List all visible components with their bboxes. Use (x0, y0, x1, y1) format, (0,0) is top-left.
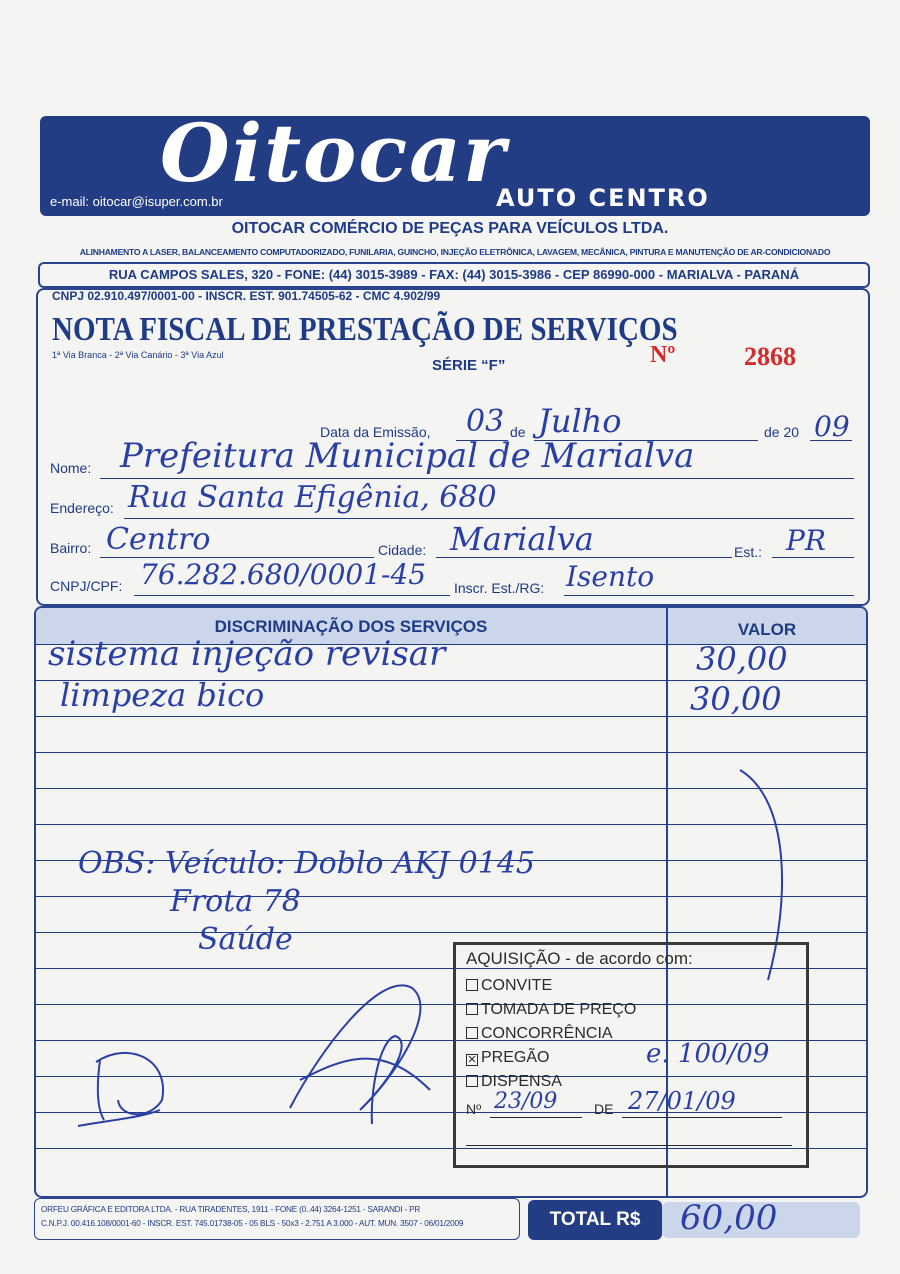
stamp-option-tomada (466, 1001, 636, 1019)
state-registration-value: Isento (566, 560, 655, 593)
total-label: TOTAL R$ (528, 1200, 662, 1240)
stamp-option-label: CONCORRÊNCIA (481, 1025, 613, 1042)
name-label: Nome: (50, 460, 92, 476)
state-registration-label: Inscr. Est./RG: (454, 580, 545, 596)
stamp-title: AQUISIÇÃO - de acordo com: (466, 949, 693, 968)
document-title: NOTA FISCAL DE PRESTAÇÃO DE SERVIÇOS (52, 311, 678, 348)
service-row-2-desc: limpeza bico (60, 676, 265, 714)
invoice-number: 2868 (744, 342, 796, 371)
pregao-note: e. 100/09 (646, 1039, 770, 1069)
stamp-date-value: 27/01/09 (628, 1087, 736, 1115)
copy-colors: 1ª Via Branca - 2ª Via Canário - 3ª Via Azul (52, 350, 224, 360)
name-value: Prefeitura Municipal de Marialva (120, 436, 695, 476)
oitocar-logo: Oitocar (160, 106, 508, 200)
date-day-value: 03 (466, 404, 505, 439)
stamp-option-label: DISPENSA (481, 1073, 562, 1090)
company-services: ALINHAMENTO A LASER, BALANCEAMENTO COMPUTADORIZADO, FUNILARIA, GUINCHO, INJEÇÃO ELETRÔNICA, LAVAGEM, MECÂNICA, PINTURA E MANUTENÇÃO DE AR-CONDICIONADO (79, 247, 831, 257)
company-name: OITOCAR COMÉRCIO DE PEÇAS PARA VEÍCULOS LTDA. (231, 220, 669, 237)
date-year-prefix: de 20 (764, 424, 800, 440)
obs-line-2: Frota 78 (170, 884, 301, 919)
stamp-signature-line (466, 1145, 792, 1146)
checkbox-convite (466, 979, 478, 991)
obs-line-1: OBS: Veículo: Doblo AKJ 0145 (78, 846, 536, 881)
invoice-number-label: Nº (650, 342, 676, 368)
checkbox-pregao: ✕ (467, 1054, 477, 1066)
date-label: Data da Emissão, (320, 424, 431, 440)
checkbox-tomada (466, 1003, 478, 1015)
checkbox-dispensa (466, 1075, 478, 1087)
stamp-option-label: TOMADA DE PREÇO (481, 1001, 637, 1018)
acquisition-stamp (453, 942, 809, 1168)
service-row-2-value: 30,00 (690, 680, 782, 718)
printer-info-line-2: C.N.P.J. 00.416.108/0001-60 - INSCR. EST. 745.01738-05 - 05 BLS - 50x3 - 2.751 A 3.000 - AUT. MUN. 3507 - 06/01/2009 (41, 1219, 464, 1228)
signature-right (290, 985, 430, 1124)
company-address: RUA CAMPOS SALES, 320 - FONE: (44) 3015-3989 - FAX: (44) 3015-3986 - CEP 86990-000 - MARIALVA - PARANÁ (108, 267, 800, 282)
stamp-number-label: Nº (466, 1101, 482, 1117)
services-value-header: VALOR (737, 620, 797, 639)
auto-centro-label: AUTO CENTRO (496, 184, 710, 212)
stamp-option-label: PREGÃO (481, 1049, 550, 1066)
stamp-date-line (622, 1117, 782, 1118)
printer-info-line-1: ORFEU GRÁFICA E EDITORA LTDA. - RUA TIRADENTES, 1911 - FONE (0..44) 3264-1251 - SARANDI - PR (41, 1205, 421, 1214)
cnpj-label: CNPJ/CPF: (50, 578, 123, 594)
service-row-1-value: 30,00 (696, 640, 788, 678)
state-value: PR (786, 524, 826, 557)
city-value: Marialva (450, 520, 594, 558)
company-email: e-mail: oitocar@isuper.com.br (50, 194, 223, 209)
state-label: Est.: (734, 544, 763, 560)
cnpj-value: 76.282.680/0001-45 (140, 558, 427, 591)
stamp-date-label: DE (594, 1101, 614, 1117)
date-month-value: Julho (538, 402, 622, 440)
date-year-value: 09 (814, 410, 850, 443)
stamp-number-value: 23/09 (494, 1089, 558, 1114)
total-value: 60,00 (680, 1198, 778, 1238)
stamp-option-pregao (466, 1049, 549, 1067)
stamp-option-convite (466, 977, 552, 995)
stamp-option-concorrencia (466, 1025, 613, 1043)
printer-info-box (34, 1198, 520, 1240)
checkbox-concorrencia (466, 1027, 478, 1039)
district-value: Centro (106, 522, 211, 557)
company-registrations: CNPJ 02.910.497/0001-00 - INSCR. EST. 901.74505-62 - CMC 4.902/99 (52, 289, 441, 303)
obs-line-3: Saúde (198, 922, 293, 957)
service-row-1-desc: sistema injeção revisar (48, 634, 446, 674)
city-label: Cidade: (378, 542, 427, 558)
address-value: Rua Santa Efigênia, 680 (128, 480, 497, 515)
date-de-label: de (510, 424, 526, 440)
document-serie: SÉRIE “F” (432, 357, 506, 374)
district-label: Bairro: (50, 540, 92, 556)
address-label: Endereço: (50, 500, 114, 516)
stamp-option-label: CONVITE (481, 977, 553, 994)
signature-left (78, 1053, 163, 1126)
services-description-header: DISCRIMINAÇÃO DOS SERVIÇOS (214, 617, 488, 636)
stamp-number-line (490, 1117, 582, 1118)
